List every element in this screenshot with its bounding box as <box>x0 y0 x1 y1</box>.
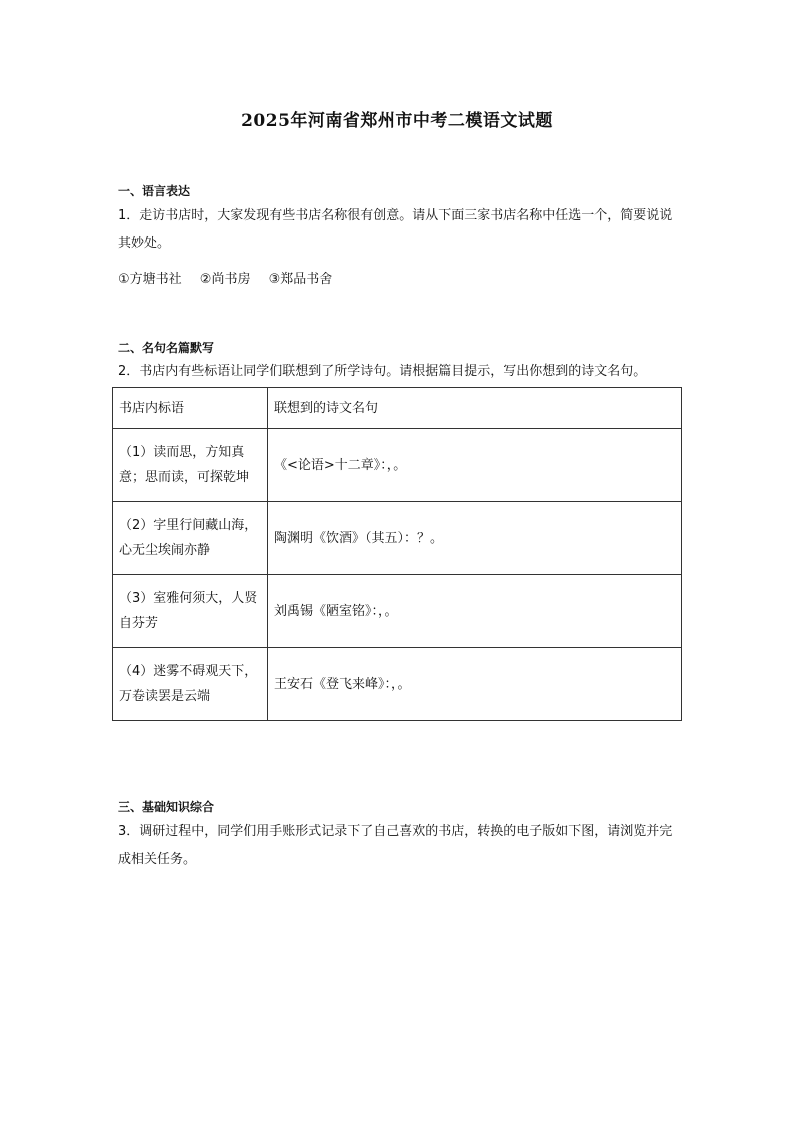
option-2: ②尚书房 <box>199 272 251 287</box>
poem-cell: 陶渊明《饮酒》（其五）：？。 <box>268 502 682 575</box>
poem-cell: 王安石《登飞来峰》：，。 <box>268 648 682 721</box>
poem-table <box>112 387 682 721</box>
table-row <box>113 575 682 648</box>
table-header-slogan: 书店内标语 <box>113 388 268 429</box>
section-2-heading: 二、名句名篇默写 <box>118 341 215 355</box>
slogan-cell: （1）读而思，方知真意；思而读，可探乾坤 <box>113 429 268 502</box>
question-1-options <box>118 268 346 287</box>
table-row <box>113 502 682 575</box>
poem-cell: 《<论语>十二章》：，。 <box>268 429 682 502</box>
slogan-cell: （2）字里行间藏山海，心无尘埃闹亦静 <box>113 502 268 575</box>
table-row <box>113 429 682 502</box>
slogan-cell: （4）迷雾不碍观天下，万卷读罢是云端 <box>113 648 268 721</box>
table-header-row <box>113 388 682 429</box>
question-2-text: 2．书店内有些标语让同学们联想到了所学诗句。请根据篇目提示，写出你想到的诗文名句。 <box>118 364 647 379</box>
section-1-heading: 一、语言表达 <box>118 184 191 198</box>
question-1-text: 1．走访书店时，大家发现有些书店名称很有创意。请从下面三家书店名称中任选一个，简要说说其妙处。 <box>118 208 673 251</box>
option-1: ①方塘书社 <box>118 272 182 287</box>
poem-cell: 刘禹锡《陋室铭》：，。 <box>268 575 682 648</box>
question-3-text: 3．调研过程中，同学们用手账形式记录下了自己喜欢的书店，转换的电子版如下图，请浏览并完成相关任务。 <box>118 824 673 867</box>
option-3: ③郑品书舍 <box>268 272 333 287</box>
table-row <box>113 648 682 721</box>
table-header-poem: 联想到的诗文名句 <box>268 388 682 429</box>
page-title: 2025年河南省郑州市中考二模语文试题 <box>241 111 553 131</box>
slogan-cell: （3）室雅何须大，人贤自芬芳 <box>113 575 268 648</box>
section-3-heading: 三、基础知识综合 <box>118 800 215 814</box>
